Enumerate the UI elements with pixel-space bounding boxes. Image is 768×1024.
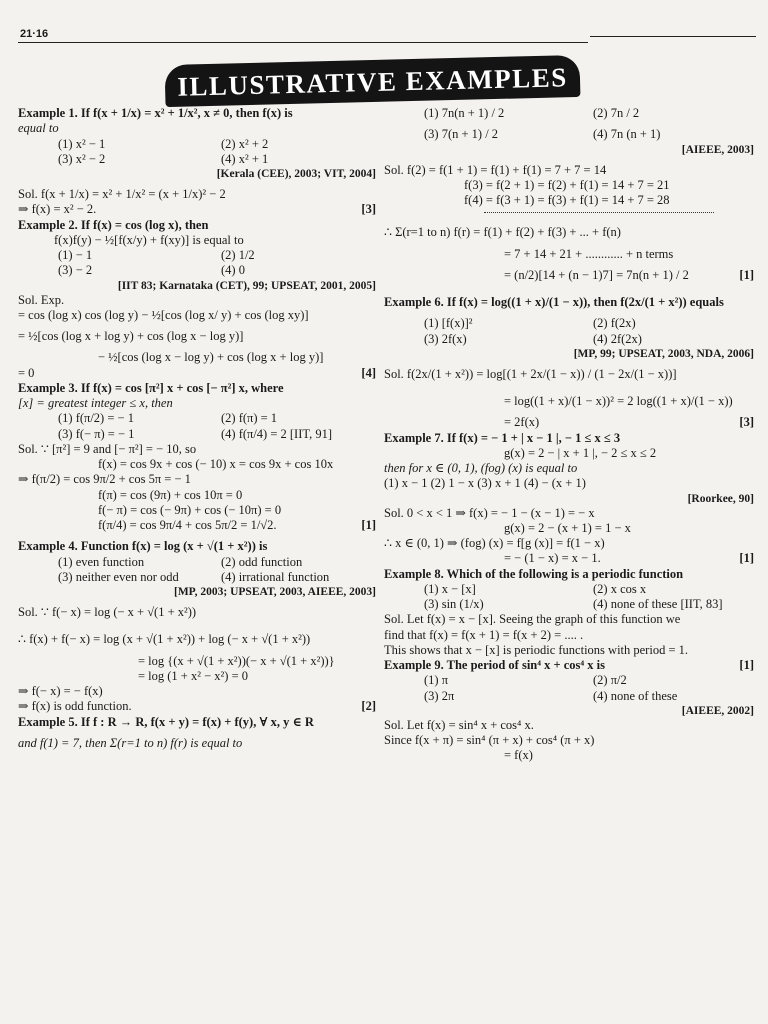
option-text: (3) − 2 — [58, 263, 93, 278]
text-line — [18, 503, 376, 518]
text-line — [18, 669, 376, 684]
line-text: Example 4. Function f(x) = log (x + √(1 + x²)) is — [18, 539, 268, 554]
option-text: (3) 2f(x) — [424, 331, 467, 346]
option-text: (1) f(π/2) = − 1 — [58, 411, 134, 426]
line-text: Sol. f(2) = f(1 + 1) = f(1) + f(1) = 7 + 7 = 14 — [384, 162, 607, 177]
example-heading — [18, 218, 376, 233]
option-text: (4) 2f(2x) — [593, 331, 642, 346]
line-text: f(x)f(y) − ½[f(x/y) + f(xy)] is equal to — [54, 232, 244, 247]
answer-mark: [4] — [361, 365, 376, 380]
line-text: Example 7. If f(x) = − 1 + | x − 1 |, − 1 ≤ x ≤ 3 — [384, 430, 621, 445]
text-line — [384, 536, 754, 551]
line-text: and f(1) = 7, then Σ(r=1 to n) f(r) is equal to — [18, 735, 243, 750]
option-text: (2) π/2 — [593, 673, 627, 688]
options-grid — [18, 555, 376, 586]
line-text: Sol. ∵ [π²] = 9 and [− π²] = − 10, so — [18, 441, 197, 456]
line-text: This shows that x − [x] is periodic functions with period = 1. — [384, 642, 688, 657]
text-line — [384, 612, 754, 627]
option-text: (3) neither even nor odd — [58, 569, 179, 584]
example-heading — [18, 106, 376, 121]
text-line — [384, 628, 754, 643]
line-text: = ½[cos (log x + log y) + cos (log x − log y)] — [18, 329, 244, 344]
text-line — [384, 415, 754, 430]
option-text: (2) x² + 2 — [221, 136, 269, 151]
answer-mark: [2] — [361, 699, 376, 714]
text-line — [18, 366, 376, 381]
line-text: Example 3. If f(x) = cos [π²] x + cos [− π²] x, where — [18, 380, 284, 395]
line-text: find that f(x) = f(x + 1) = f(x + 2) = .... . — [384, 627, 584, 642]
text-line — [18, 632, 376, 647]
line-text: Sol. 0 < x < 1 ⇒ f(x) = − 1 − (x − 1) = − x — [384, 505, 595, 520]
text-line — [18, 329, 376, 344]
line-text: [AIEEE, 2002] — [681, 704, 754, 717]
answer-mark: [1] — [739, 551, 754, 566]
text-line — [384, 268, 754, 283]
text-line — [18, 293, 376, 308]
text-line — [18, 187, 376, 202]
text-line — [18, 233, 376, 248]
text-line — [384, 643, 754, 658]
line-text: ⇒ f(x) = x² − 2. — [18, 202, 97, 217]
line-text: f(π/4) = cos 9π/4 + cos 5π/2 = 1/√2. — [98, 518, 277, 533]
text-line — [18, 457, 376, 472]
answer-mark: [1] — [739, 658, 754, 673]
line-text: Example 2. If f(x) = cos (log x), then — [18, 217, 209, 232]
option-text: (2) 7n / 2 — [593, 106, 640, 120]
line-text: − ½[cos (log x − log y) + cos (log x + log y)] — [98, 350, 324, 365]
page-number: 21·16 — [20, 28, 49, 40]
option-text: (2) f(2x) — [593, 316, 636, 331]
line-text: ∴ f(x) + f(− x) = log (x + √(1 + x²)) + log (− x + √(1 + x²)) — [18, 632, 311, 647]
example-heading — [18, 715, 376, 730]
line-text: g(x) = 2 − (x + 1) = 1 − x — [504, 520, 631, 535]
source-citation — [384, 704, 754, 718]
text-line — [384, 225, 754, 240]
line-text: = 0 — [18, 365, 35, 380]
source-citation — [18, 279, 376, 293]
text-line — [18, 396, 376, 411]
option-text: (4) 7n (n + 1) — [593, 127, 661, 142]
source-citation — [18, 167, 376, 181]
option-text: (1) − 1 — [58, 248, 93, 263]
top-rule — [18, 42, 588, 43]
line-text: ∴ Σ(r=1 to n) f(r) = f(1) + f(2) + f(3) + ... + f(n) — [384, 225, 621, 240]
answer-mark: [3] — [361, 202, 376, 217]
line-text: (1) x − 1 (2) 1 − x (3) x + 1 (4) − (x + 1) — [384, 476, 586, 491]
text-line — [18, 442, 376, 457]
option-text: (1) π — [424, 673, 449, 688]
line-text: = 7 + 14 + 21 + ............ + n terms — [504, 246, 674, 261]
option-text: (2) x cos x — [593, 581, 647, 596]
option-text: (3) 2π — [424, 688, 455, 703]
line-text: f(− π) = cos (− 9π) + cos (− 10π) = 0 — [98, 502, 282, 517]
line-text: ⇒ f(x) is odd function. — [18, 699, 132, 714]
text-line — [18, 472, 376, 487]
text-line — [18, 654, 376, 669]
options-grid — [384, 673, 754, 704]
line-text: [IIT 83; Karnataka (CET), 99; UPSEAT, 2001, 2005] — [117, 279, 376, 292]
option-text: (3) sin (1/x) — [424, 597, 484, 612]
source-citation — [384, 492, 754, 506]
line-text: f(4) = f(3 + 1) = f(3) + f(1) = 14 + 7 = 28 — [464, 193, 670, 208]
line-text: f(3) = f(2 + 1) = f(2) + f(1) = 14 + 7 = 21 — [464, 177, 670, 192]
source-citation — [384, 143, 754, 157]
line-text: [AIEEE, 2003] — [681, 143, 754, 156]
option-text: (2) 1/2 — [221, 248, 255, 263]
text-line — [384, 367, 754, 382]
options-grid — [18, 248, 376, 279]
line-text: = 2f(x) — [504, 415, 540, 430]
option-text: (1) [f(x)]² — [424, 316, 473, 331]
right-column — [384, 106, 754, 764]
text-line — [18, 202, 376, 217]
option-text: (1) x − [x] — [424, 581, 476, 596]
option-text: (1) 7n(n + 1) / 2 — [424, 106, 505, 120]
example-heading — [384, 431, 754, 446]
line-text: Sol. Let f(x) = sin⁴ x + cos⁴ x. — [384, 717, 534, 732]
options-grid — [18, 411, 376, 442]
option-text: (4) x² + 1 — [221, 151, 269, 166]
line-text: Example 1. If f(x + 1/x) = x² + 1/x², x ≠ 0, then f(x) is — [18, 106, 293, 120]
example-heading — [18, 381, 376, 396]
line-text: = (n/2)[14 + (n − 1)7] = 7n(n + 1) / 2 — [504, 267, 689, 282]
line-text: Example 6. If f(x) = log((1 + x)/(1 − x)), then f(2x/(1 + x²)) equals — [384, 295, 724, 310]
text-line — [384, 506, 754, 521]
option-text: (2) f(π) = 1 — [221, 411, 278, 426]
option-text: (3) x² − 2 — [58, 151, 106, 166]
line-text: = log {(x + √(1 + x²))(− x + √(1 + x²))} — [138, 653, 335, 668]
line-text: then for x ∈ (0, 1), (fog) (x) is equal to — [384, 461, 578, 476]
text-line — [384, 718, 754, 733]
line-text: equal to — [18, 121, 59, 136]
text-line — [384, 476, 754, 491]
line-text: Example 9. The period of sin⁴ x + cos⁴ x is — [384, 658, 606, 673]
line-text: Since f(x + π) = sin⁴ (π + x) + cos⁴ (π + x) — [384, 733, 595, 748]
line-text: = f(x) — [504, 748, 533, 763]
options-grid — [384, 316, 754, 347]
line-text: = cos (log x) cos (log y) − ½[cos (log x/ y) + cos (log xy)] — [18, 307, 309, 322]
top-rule-right — [590, 36, 756, 37]
option-text: (2) odd function — [221, 554, 303, 569]
text-line — [18, 736, 376, 751]
text-line — [18, 308, 376, 323]
line-text: Example 5. If f : R → R, f(x + y) = f(x) + f(y), ∀ x, y ∈ R — [18, 714, 314, 729]
text-line — [384, 551, 754, 566]
options-grid — [18, 137, 376, 168]
text-line — [384, 247, 754, 262]
option-text: (4) f(π/4) = 2 [IIT, 91] — [221, 426, 333, 441]
line-text: [Roorkee, 90] — [687, 492, 754, 505]
text-line — [384, 178, 754, 193]
options-grid — [384, 582, 754, 613]
line-text: Sol. Exp. — [18, 292, 65, 307]
line-text: Sol. ∵ f(− x) = log (− x + √(1 + x²)) — [18, 605, 197, 620]
example-heading — [384, 295, 754, 310]
options-grid — [384, 127, 754, 142]
source-citation — [384, 347, 754, 361]
line-text: [x] = greatest integer ≤ x, then — [18, 396, 173, 411]
option-text: (4) irrational function — [221, 569, 330, 584]
text-line — [18, 699, 376, 714]
option-text: (1) x² − 1 — [58, 136, 106, 151]
option-text: (4) none of these — [593, 688, 678, 703]
answer-mark: [1] — [361, 518, 376, 533]
section-banner: ILLUSTRATIVE EXAMPLES — [165, 55, 581, 107]
text-line — [18, 350, 376, 365]
options-grid — [384, 106, 754, 121]
text-line — [18, 121, 376, 136]
text-line — [18, 605, 376, 620]
option-text: (3) f(− π) = − 1 — [58, 426, 135, 441]
line-text: [MP, 99; UPSEAT, 2003, NDA, 2006] — [573, 347, 754, 360]
line-text: ∴ x ∈ (0, 1) ⇒ (fog) (x) = f[g (x)] = f(1 − x) — [384, 536, 605, 551]
line-text: ⇒ f(− x) = − f(x) — [18, 684, 103, 699]
line-text: Example 8. Which of the following is a periodic function — [384, 566, 684, 581]
line-text: g(x) = 2 − | x + 1 |, − 2 ≤ x ≤ 2 — [504, 445, 657, 460]
line-text: [MP, 2003; UPSEAT, 2003, AIEEE, 2003] — [173, 586, 376, 599]
line-text: Sol. f(2x/(1 + x²)) = log[(1 + 2x/(1 − x)) / (1 − 2x/(1 − x))] — [384, 366, 677, 381]
text-line — [384, 193, 754, 208]
option-text: (1) even function — [58, 554, 145, 569]
source-citation — [18, 585, 376, 599]
text-line — [384, 446, 754, 461]
line-text: f(x) = cos 9x + cos (− 10) x = cos 9x + cos 10x — [98, 457, 334, 472]
line-text: [Kerala (CEE), 2003; VIT, 2004] — [216, 168, 376, 180]
option-text: (4) 0 — [221, 263, 245, 278]
text-line — [18, 518, 376, 533]
answer-mark: [3] — [739, 415, 754, 430]
left-column — [18, 106, 376, 751]
answer-mark: [1] — [739, 267, 754, 282]
line-text: Sol. Let f(x) = x − [x]. Seeing the graph of this function we — [384, 612, 681, 627]
line-text: ⇒ f(π/2) = cos 9π/2 + cos 5π = − 1 — [18, 472, 191, 487]
line-text: = log((1 + x)/(1 − x))² = 2 log((1 + x)/(1 − x)) — [504, 394, 733, 409]
line-text: Sol. f(x + 1/x) = x² + 1/x² = (x + 1/x)² − 2 — [18, 187, 226, 202]
text-line — [384, 748, 754, 763]
line-text: f(π) = cos (9π) + cos 10π = 0 — [98, 487, 243, 502]
text-line — [384, 461, 754, 476]
line-text: = log (1 + x² − x²) = 0 — [138, 668, 248, 683]
example-heading — [384, 658, 754, 673]
option-text: (3) 7(n + 1) / 2 — [424, 127, 499, 142]
line-text: = − (1 − x) = x − 1. — [504, 551, 601, 566]
text-line — [18, 488, 376, 503]
text-line — [384, 163, 754, 178]
option-text: (4) none of these [IIT, 83] — [593, 597, 723, 612]
text-line — [384, 733, 754, 748]
text-line — [18, 684, 376, 699]
example-heading — [384, 567, 754, 582]
text-line — [384, 394, 754, 409]
text-line — [384, 521, 754, 536]
example-heading — [18, 539, 376, 554]
